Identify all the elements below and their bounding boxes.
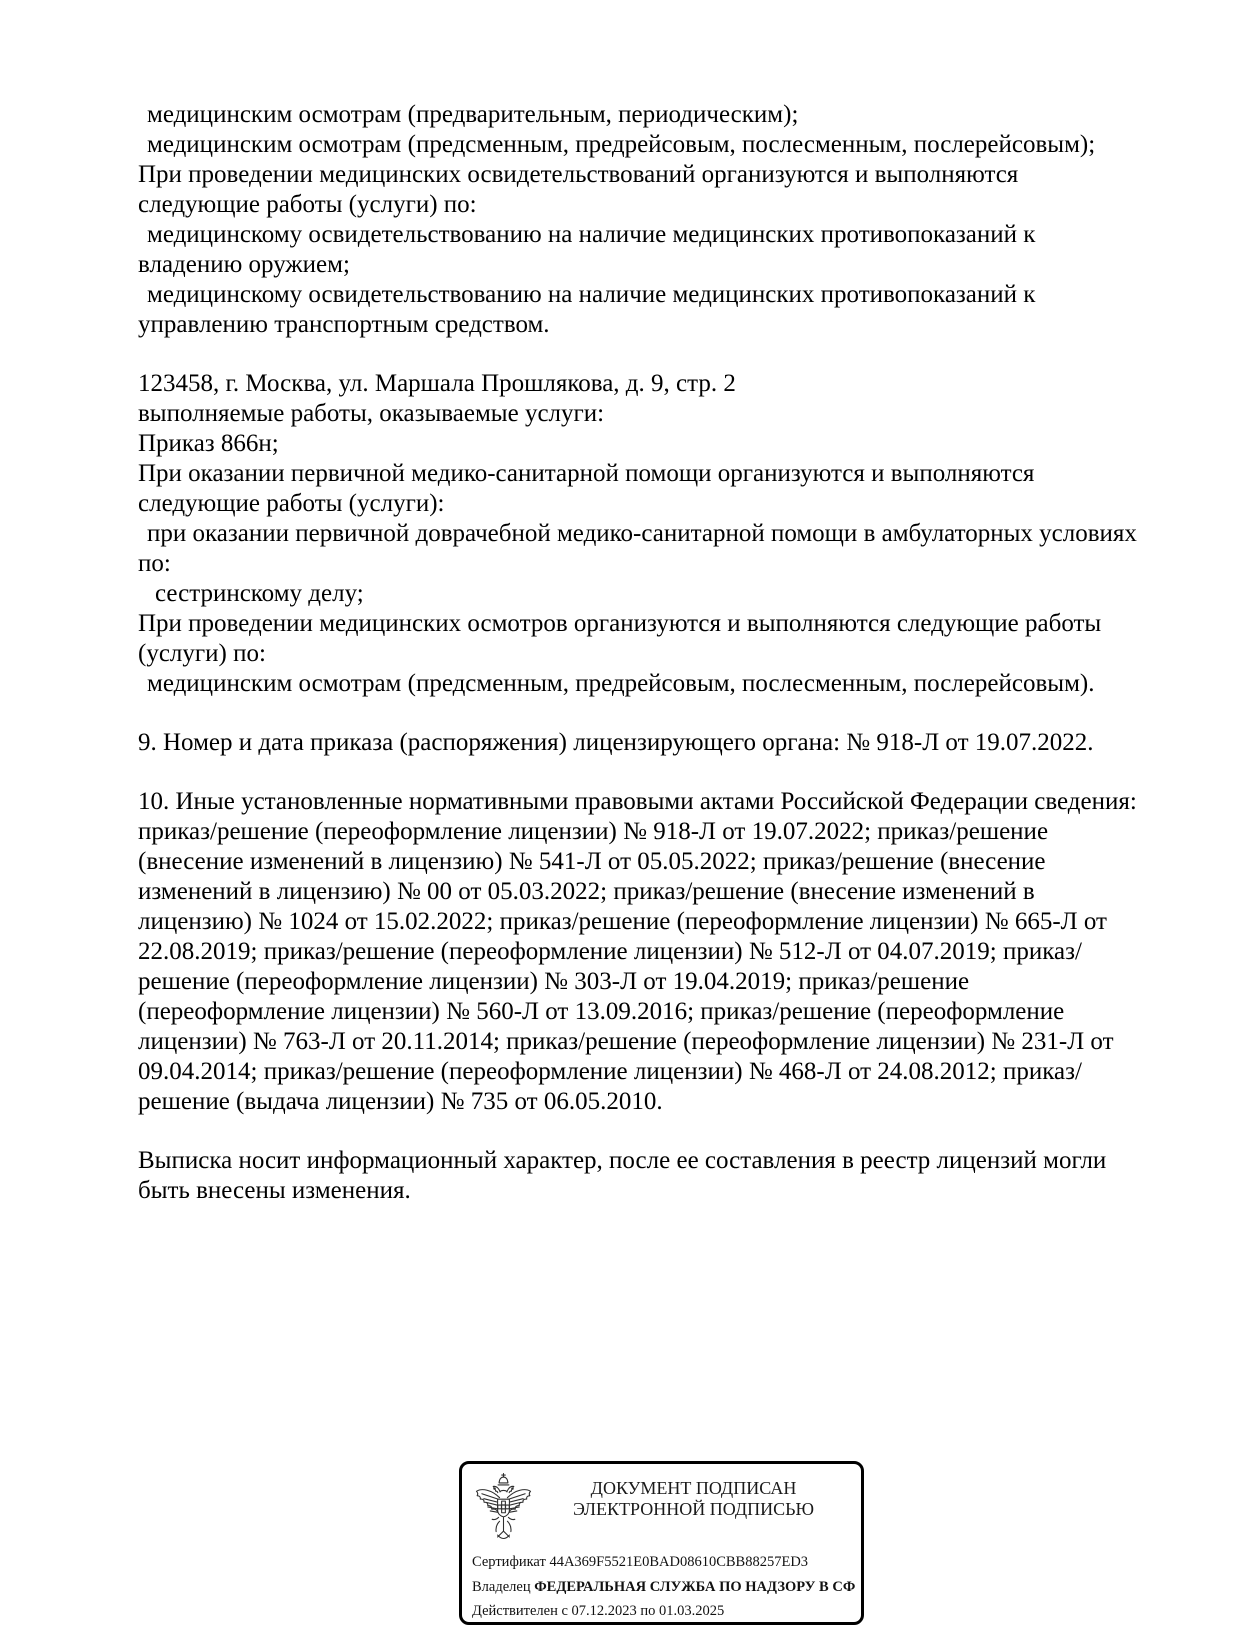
doc-paragraph: При проведении медицинских освидетельствований организуются и выполняются следующие работы (услуги) по: — [138, 161, 1019, 218]
roszdravnadzor-emblem-icon — [474, 1472, 533, 1545]
doc-paragraph: медицинскому освидетельствованию на наличие медицинских противопоказаний к владению оружием; — [138, 221, 1036, 278]
doc-paragraph: медицинскому освидетельствованию на наличие медицинских противопоказаний к управлению транспортным средством. — [138, 281, 1036, 338]
doc-paragraph: медицинским осмотрам (предсменным, предрейсовым, послесменным, послерейсовым); — [147, 131, 1096, 158]
doc-paragraph: при оказании первичной доврачебной медико-санитарной помощи в амбулаторных условиях по: — [138, 520, 1137, 577]
doc-paragraph: медицинским осмотрам (предварительным, периодическим); — [147, 101, 799, 128]
doc-paragraph: Приказ 866н; — [138, 430, 279, 457]
certificate-label: Сертификат — [472, 1554, 546, 1570]
owner-label: Владелец — [472, 1578, 531, 1595]
stamp-title-line2: ЭЛЕКТРОННОЙ ПОДПИСЬЮ — [573, 1499, 814, 1519]
stamp-title-line1: ДОКУМЕНТ ПОДПИСАН — [590, 1478, 797, 1498]
doc-paragraph: выполняемые работы, оказываемые услуги: — [138, 400, 605, 427]
doc-paragraph: При оказании первичной медико-санитарной помощи организуются и выполняются следующие работы (услуги): — [138, 460, 1035, 517]
doc-paragraph: 123458, г. Москва, ул. Маршала Прошлякова, д. 9, стр. 2 — [138, 370, 736, 397]
doc-paragraph: При проведении медицинских осмотров организуются и выполняются следующие работы (услуги) по: — [138, 610, 1102, 667]
stamp-title — [532, 1478, 855, 1520]
document-body — [138, 100, 1138, 1206]
doc-paragraph: сестринскому делу; — [155, 580, 364, 607]
doc-paragraph: 9. Номер и дата приказа (распоряжения) лицензирующего органа: № 918-Л от 19.07.2022. — [138, 729, 1094, 756]
owner-value: ФЕДЕРАЛЬНАЯ СЛУЖБА ПО НАДЗОРУ В СФ — [534, 1578, 856, 1595]
doc-paragraph: Выписка носит информационный характер, после ее составления в реестр лицензий могли быть внесены изменения. — [138, 1147, 1107, 1204]
doc-paragraph: 10. Иные установленные нормативными правовыми актами Российской Федерации сведения: приказ/решение (переоформление лицензии) № 918-Л от 19.07.2022; приказ/решение (внесение изменений в лицензию) № 541-Л от 05.05.2022; приказ/решение (внесение изменений в лицензию) № 00 от 05.03.2022; приказ/решение (внесение изменений в лицензию) № 1024 от 15.02.2022; приказ/решение (переоформление лицензии) № 665-Л от 22.08.2019; приказ/решение (переоформление лицензии) № 512-Л от 04.07.2019; приказ/решение (переоформление лицензии) № 303-Л от 19.04.2019; приказ/решение (переоформление лицензии) № 560-Л от 13.09.2016; приказ/решение (переоформление лицензии) № 763-Л от 20.11.2014; приказ/решение (переоформление лицензии) № 231-Л от 09.04.2014; приказ/решение (переоформление лицензии) № 468-Л от 24.08.2012; приказ/решение (выдача лицензии) № 735 от 06.05.2010. — [138, 788, 1137, 1115]
certificate-value: 44A369F5521E0BAD08610CBB88257ED3 — [549, 1554, 809, 1570]
validity-line — [472, 1599, 864, 1624]
signature-stamp — [459, 1461, 864, 1625]
certificate-line — [472, 1550, 864, 1575]
validity-text: Действителен с 07.12.2023 по 01.03.2025 — [472, 1603, 725, 1619]
doc-paragraph: медицинским осмотрам (предсменным, предрейсовым, послесменным, послерейсовым). — [147, 670, 1095, 697]
owner-line — [472, 1575, 864, 1600]
stamp-info — [472, 1550, 864, 1624]
